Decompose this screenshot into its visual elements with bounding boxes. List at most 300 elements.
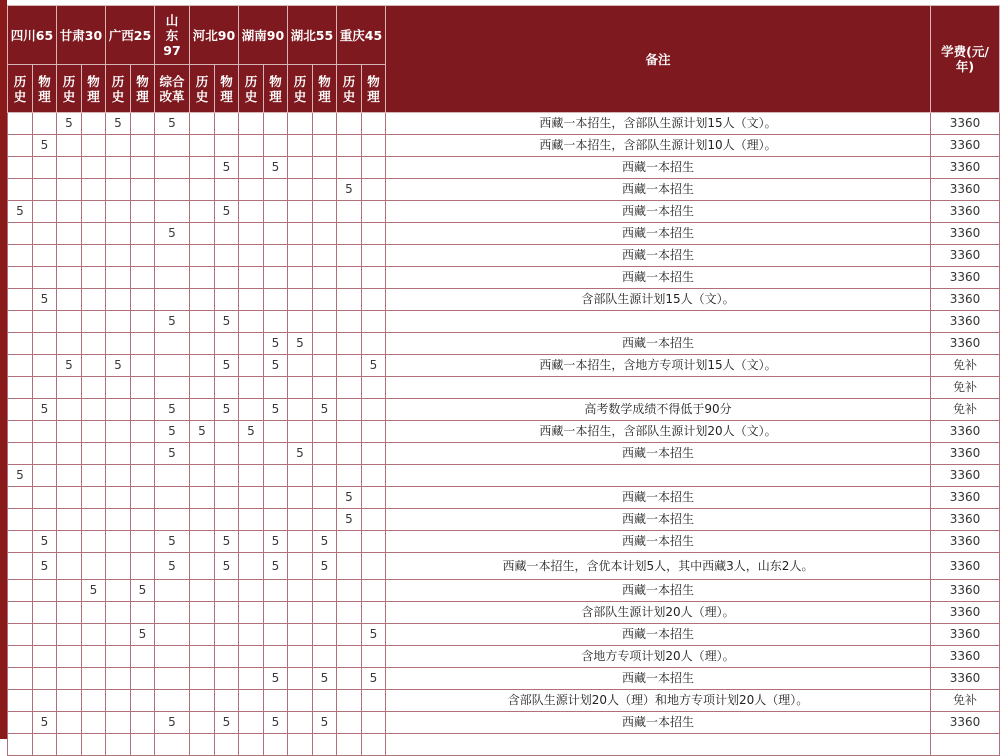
plan-count-cell bbox=[131, 712, 155, 734]
plan-count-cell bbox=[239, 646, 264, 668]
plan-count-cell bbox=[337, 157, 362, 179]
fee-cell: 3360 bbox=[931, 135, 1000, 157]
table-row bbox=[8, 179, 1000, 201]
plan-count-cell bbox=[264, 245, 288, 267]
plan-count-cell bbox=[106, 443, 131, 465]
plan-count-cell bbox=[8, 399, 33, 421]
plan-count-cell bbox=[215, 465, 239, 487]
plan-count-cell bbox=[131, 443, 155, 465]
plan-count-cell bbox=[190, 289, 215, 311]
plan-count-cell bbox=[131, 465, 155, 487]
plan-count-cell bbox=[264, 201, 288, 223]
plan-count-cell bbox=[82, 113, 106, 135]
note-cell bbox=[386, 465, 931, 487]
plan-count-cell bbox=[215, 690, 239, 712]
table-row bbox=[8, 602, 1000, 624]
plan-count-cell bbox=[106, 553, 131, 580]
plan-count-cell bbox=[57, 399, 82, 421]
header-subject: 历史 bbox=[57, 65, 82, 113]
plan-count-cell bbox=[362, 179, 386, 201]
plan-count-cell bbox=[57, 553, 82, 580]
plan-count-cell bbox=[8, 553, 33, 580]
plan-count-cell bbox=[8, 734, 33, 756]
plan-count-cell bbox=[239, 355, 264, 377]
plan-count-cell bbox=[82, 443, 106, 465]
plan-count-cell bbox=[57, 267, 82, 289]
plan-count-cell bbox=[57, 509, 82, 531]
plan-count-cell bbox=[8, 223, 33, 245]
plan-count-cell bbox=[264, 465, 288, 487]
note-cell: 西藏一本招生 bbox=[386, 157, 931, 179]
plan-count-cell bbox=[82, 157, 106, 179]
plan-count-cell bbox=[337, 734, 362, 756]
plan-count-cell bbox=[337, 289, 362, 311]
plan-count-cell bbox=[215, 333, 239, 355]
plan-count-cell bbox=[362, 333, 386, 355]
table-row bbox=[8, 377, 1000, 399]
plan-count-cell: 5 bbox=[57, 355, 82, 377]
plan-count-cell bbox=[82, 712, 106, 734]
plan-count-cell bbox=[190, 245, 215, 267]
plan-count-cell bbox=[82, 531, 106, 553]
plan-count-cell bbox=[288, 487, 313, 509]
plan-count-cell bbox=[190, 443, 215, 465]
plan-count-cell bbox=[131, 201, 155, 223]
plan-count-cell bbox=[288, 311, 313, 333]
plan-count-cell bbox=[106, 509, 131, 531]
table-row bbox=[8, 734, 1000, 756]
plan-count-cell bbox=[190, 267, 215, 289]
fee-cell: 3360 bbox=[931, 113, 1000, 135]
plan-count-cell bbox=[8, 443, 33, 465]
plan-count-cell bbox=[313, 646, 337, 668]
plan-count-cell bbox=[337, 580, 362, 602]
plan-count-cell: 5 bbox=[155, 399, 190, 421]
plan-count-cell bbox=[131, 355, 155, 377]
plan-count-cell bbox=[57, 311, 82, 333]
fee-cell: 3360 bbox=[931, 646, 1000, 668]
header-subject: 历史 bbox=[288, 65, 313, 113]
plan-count-cell bbox=[155, 465, 190, 487]
plan-count-cell bbox=[190, 602, 215, 624]
plan-count-cell bbox=[57, 646, 82, 668]
plan-count-cell bbox=[288, 712, 313, 734]
plan-count-cell bbox=[239, 443, 264, 465]
plan-count-cell bbox=[362, 646, 386, 668]
plan-count-cell bbox=[288, 179, 313, 201]
plan-count-cell bbox=[155, 201, 190, 223]
plan-count-cell bbox=[288, 289, 313, 311]
plan-count-cell bbox=[155, 355, 190, 377]
plan-count-cell: 5 bbox=[264, 157, 288, 179]
plan-count-cell: 5 bbox=[57, 113, 82, 135]
plan-count-cell bbox=[106, 580, 131, 602]
fee-cell: 3360 bbox=[931, 602, 1000, 624]
plan-count-cell bbox=[239, 602, 264, 624]
plan-count-cell bbox=[33, 580, 57, 602]
plan-count-cell bbox=[313, 509, 337, 531]
plan-count-cell bbox=[33, 487, 57, 509]
plan-count-cell bbox=[239, 201, 264, 223]
note-cell: 含部队生源计划15人（文）。 bbox=[386, 289, 931, 311]
fee-cell: 免补 bbox=[931, 377, 1000, 399]
note-cell: 西藏一本招生，含优本计划5人，其中西藏3人，山东2人。 bbox=[386, 553, 931, 580]
plan-count-cell bbox=[337, 201, 362, 223]
plan-count-cell bbox=[190, 113, 215, 135]
plan-count-cell bbox=[239, 289, 264, 311]
fee-cell bbox=[931, 734, 1000, 756]
plan-count-cell bbox=[288, 580, 313, 602]
note-cell: 西藏一本招生 bbox=[386, 201, 931, 223]
table-row bbox=[8, 712, 1000, 734]
plan-count-cell: 5 bbox=[33, 531, 57, 553]
plan-count-cell bbox=[8, 289, 33, 311]
plan-count-cell bbox=[215, 223, 239, 245]
plan-count-cell bbox=[362, 311, 386, 333]
plan-count-cell: 5 bbox=[190, 421, 215, 443]
fee-cell: 3360 bbox=[931, 201, 1000, 223]
plan-count-cell bbox=[264, 443, 288, 465]
header-subject: 历史 bbox=[8, 65, 33, 113]
plan-count-cell bbox=[106, 157, 131, 179]
plan-count-cell bbox=[33, 355, 57, 377]
plan-count-cell bbox=[106, 602, 131, 624]
note-cell: 西藏一本招生 bbox=[386, 531, 931, 553]
header-subject: 历史 bbox=[239, 65, 264, 113]
plan-count-cell bbox=[215, 668, 239, 690]
plan-count-cell bbox=[57, 580, 82, 602]
note-cell: 含地方专项计划20人（理）。 bbox=[386, 646, 931, 668]
plan-count-cell bbox=[155, 646, 190, 668]
plan-count-cell bbox=[362, 712, 386, 734]
plan-count-cell bbox=[264, 377, 288, 399]
note-cell: 西藏一本招生，含部队生源计划15人（文）。 bbox=[386, 113, 931, 135]
plan-count-cell: 5 bbox=[131, 580, 155, 602]
note-cell: 含部队生源计划20人（理）和地方专项计划20人（理）。 bbox=[386, 690, 931, 712]
plan-count-cell bbox=[33, 509, 57, 531]
plan-count-cell bbox=[106, 201, 131, 223]
plan-count-cell bbox=[337, 690, 362, 712]
plan-count-cell bbox=[106, 377, 131, 399]
plan-count-cell bbox=[33, 311, 57, 333]
plan-count-cell bbox=[313, 201, 337, 223]
note-cell: 西藏一本招生 bbox=[386, 267, 931, 289]
fee-cell: 3360 bbox=[931, 487, 1000, 509]
note-cell: 西藏一本招生 bbox=[386, 179, 931, 201]
plan-count-cell bbox=[106, 712, 131, 734]
plan-count-cell bbox=[264, 135, 288, 157]
plan-count-cell bbox=[264, 509, 288, 531]
plan-count-cell: 5 bbox=[33, 135, 57, 157]
plan-count-cell bbox=[8, 646, 33, 668]
header-note: 备注 bbox=[386, 6, 931, 113]
plan-count-cell bbox=[33, 201, 57, 223]
plan-count-cell bbox=[131, 333, 155, 355]
plan-count-cell bbox=[190, 135, 215, 157]
plan-count-cell: 5 bbox=[155, 712, 190, 734]
plan-count-cell: 5 bbox=[337, 487, 362, 509]
plan-count-cell bbox=[57, 487, 82, 509]
plan-count-cell bbox=[337, 377, 362, 399]
plan-count-cell bbox=[155, 624, 190, 646]
table-row bbox=[8, 201, 1000, 223]
plan-count-cell bbox=[57, 690, 82, 712]
left-edge-strip bbox=[0, 0, 7, 739]
header-fee: 学费(元/年) bbox=[931, 6, 1000, 113]
plan-count-cell bbox=[264, 421, 288, 443]
table-row bbox=[8, 443, 1000, 465]
plan-count-cell: 5 bbox=[215, 553, 239, 580]
plan-count-cell bbox=[82, 509, 106, 531]
plan-count-cell bbox=[57, 201, 82, 223]
plan-count-cell bbox=[155, 602, 190, 624]
plan-count-cell bbox=[131, 646, 155, 668]
plan-count-cell bbox=[82, 624, 106, 646]
plan-count-cell bbox=[33, 646, 57, 668]
table-row bbox=[8, 245, 1000, 267]
fee-cell: 3360 bbox=[931, 267, 1000, 289]
plan-count-cell bbox=[33, 157, 57, 179]
header-subject: 物理 bbox=[313, 65, 337, 113]
plan-count-cell bbox=[215, 487, 239, 509]
fee-cell: 3360 bbox=[931, 333, 1000, 355]
plan-count-cell bbox=[239, 465, 264, 487]
plan-count-cell: 5 bbox=[215, 201, 239, 223]
plan-count-cell: 5 bbox=[82, 580, 106, 602]
plan-count-cell bbox=[190, 509, 215, 531]
plan-count-cell bbox=[337, 646, 362, 668]
plan-count-cell: 5 bbox=[106, 355, 131, 377]
table-row bbox=[8, 333, 1000, 355]
plan-count-cell: 5 bbox=[215, 712, 239, 734]
plan-count-cell bbox=[8, 624, 33, 646]
plan-count-cell bbox=[82, 646, 106, 668]
fee-cell: 3360 bbox=[931, 553, 1000, 580]
plan-count-cell bbox=[8, 421, 33, 443]
plan-count-cell bbox=[190, 355, 215, 377]
table-row bbox=[8, 690, 1000, 712]
plan-count-cell bbox=[239, 113, 264, 135]
plan-count-cell: 5 bbox=[155, 531, 190, 553]
plan-count-cell bbox=[239, 311, 264, 333]
plan-count-cell bbox=[239, 553, 264, 580]
plan-count-cell bbox=[313, 377, 337, 399]
plan-count-cell bbox=[288, 201, 313, 223]
plan-count-cell bbox=[288, 113, 313, 135]
plan-count-cell bbox=[106, 179, 131, 201]
plan-count-cell bbox=[288, 646, 313, 668]
plan-count-cell bbox=[190, 157, 215, 179]
plan-count-cell bbox=[264, 223, 288, 245]
plan-count-cell bbox=[8, 580, 33, 602]
plan-count-cell: 5 bbox=[337, 509, 362, 531]
plan-count-cell bbox=[155, 245, 190, 267]
plan-count-cell bbox=[288, 421, 313, 443]
plan-count-cell bbox=[288, 624, 313, 646]
plan-count-cell: 5 bbox=[264, 553, 288, 580]
plan-count-cell bbox=[288, 355, 313, 377]
plan-count-cell bbox=[337, 531, 362, 553]
plan-count-cell bbox=[155, 377, 190, 399]
plan-count-cell: 5 bbox=[264, 399, 288, 421]
plan-count-cell bbox=[313, 179, 337, 201]
plan-count-cell bbox=[313, 113, 337, 135]
plan-count-cell: 5 bbox=[288, 443, 313, 465]
fee-cell: 3360 bbox=[931, 624, 1000, 646]
plan-count-cell bbox=[190, 179, 215, 201]
plan-count-cell bbox=[8, 311, 33, 333]
plan-count-cell bbox=[155, 179, 190, 201]
table-row bbox=[8, 624, 1000, 646]
plan-count-cell bbox=[288, 531, 313, 553]
table-body bbox=[8, 113, 1000, 756]
plan-count-cell: 5 bbox=[215, 531, 239, 553]
plan-count-cell bbox=[239, 135, 264, 157]
fee-cell: 免补 bbox=[931, 690, 1000, 712]
plan-count-cell bbox=[313, 135, 337, 157]
plan-count-cell bbox=[131, 377, 155, 399]
plan-count-cell bbox=[57, 157, 82, 179]
plan-count-cell bbox=[33, 245, 57, 267]
plan-count-cell: 5 bbox=[264, 333, 288, 355]
plan-count-cell bbox=[215, 113, 239, 135]
plan-count-cell bbox=[131, 690, 155, 712]
plan-count-cell bbox=[362, 289, 386, 311]
fee-cell: 3360 bbox=[931, 443, 1000, 465]
plan-count-cell bbox=[288, 509, 313, 531]
note-cell: 西藏一本招生 bbox=[386, 624, 931, 646]
plan-count-cell bbox=[155, 157, 190, 179]
plan-count-cell bbox=[362, 157, 386, 179]
header-subject: 物理 bbox=[131, 65, 155, 113]
header-province: 四川65 bbox=[8, 6, 57, 65]
plan-count-cell bbox=[362, 465, 386, 487]
plan-count-cell bbox=[239, 712, 264, 734]
plan-count-cell: 5 bbox=[155, 421, 190, 443]
plan-count-cell bbox=[8, 135, 33, 157]
plan-count-cell bbox=[190, 580, 215, 602]
plan-count-cell bbox=[131, 509, 155, 531]
plan-count-cell bbox=[82, 179, 106, 201]
table-row bbox=[8, 465, 1000, 487]
plan-count-cell bbox=[33, 668, 57, 690]
note-cell: 西藏一本招生 bbox=[386, 487, 931, 509]
plan-count-cell bbox=[131, 223, 155, 245]
plan-count-cell bbox=[362, 113, 386, 135]
plan-count-cell bbox=[215, 602, 239, 624]
plan-count-cell bbox=[33, 421, 57, 443]
note-cell: 西藏一本招生 bbox=[386, 509, 931, 531]
table-row bbox=[8, 531, 1000, 553]
plan-count-cell bbox=[239, 157, 264, 179]
fee-cell: 3360 bbox=[931, 531, 1000, 553]
table-row bbox=[8, 487, 1000, 509]
plan-count-cell bbox=[131, 553, 155, 580]
plan-count-cell bbox=[190, 734, 215, 756]
plan-count-cell bbox=[106, 135, 131, 157]
header-province: 广西25 bbox=[106, 6, 155, 65]
plan-count-cell bbox=[362, 421, 386, 443]
table-row bbox=[8, 267, 1000, 289]
header-province: 甘肃30 bbox=[57, 6, 106, 65]
plan-count-cell bbox=[131, 602, 155, 624]
note-cell bbox=[386, 734, 931, 756]
plan-count-cell: 5 bbox=[362, 355, 386, 377]
plan-count-cell bbox=[106, 333, 131, 355]
plan-count-cell bbox=[8, 377, 33, 399]
plan-count-cell bbox=[313, 487, 337, 509]
plan-count-cell bbox=[288, 399, 313, 421]
plan-count-cell: 5 bbox=[33, 289, 57, 311]
plan-count-cell bbox=[131, 135, 155, 157]
plan-count-cell bbox=[106, 311, 131, 333]
fee-cell: 3360 bbox=[931, 157, 1000, 179]
plan-count-cell bbox=[57, 624, 82, 646]
table-row bbox=[8, 668, 1000, 690]
plan-count-cell bbox=[337, 465, 362, 487]
plan-count-cell bbox=[82, 245, 106, 267]
header-province: 湖南90 bbox=[239, 6, 288, 65]
plan-count-cell bbox=[239, 690, 264, 712]
plan-count-cell bbox=[362, 399, 386, 421]
fee-cell: 3360 bbox=[931, 311, 1000, 333]
plan-count-cell bbox=[57, 668, 82, 690]
table-header bbox=[8, 6, 1000, 113]
plan-count-cell bbox=[57, 179, 82, 201]
plan-count-cell bbox=[215, 179, 239, 201]
plan-count-cell bbox=[313, 624, 337, 646]
plan-count-cell bbox=[82, 135, 106, 157]
plan-count-cell bbox=[264, 602, 288, 624]
plan-count-cell bbox=[313, 690, 337, 712]
plan-count-cell: 5 bbox=[155, 553, 190, 580]
plan-count-cell bbox=[264, 690, 288, 712]
plan-count-cell bbox=[288, 690, 313, 712]
plan-count-cell: 5 bbox=[106, 113, 131, 135]
fee-cell: 3360 bbox=[931, 465, 1000, 487]
plan-count-cell bbox=[8, 509, 33, 531]
plan-count-cell bbox=[239, 487, 264, 509]
plan-count-cell bbox=[82, 421, 106, 443]
plan-count-cell bbox=[239, 267, 264, 289]
plan-count-cell bbox=[106, 646, 131, 668]
plan-count-cell bbox=[239, 333, 264, 355]
plan-count-cell: 5 bbox=[155, 311, 190, 333]
note-cell: 西藏一本招生，含部队生源计划20人（文）。 bbox=[386, 421, 931, 443]
plan-count-cell bbox=[106, 399, 131, 421]
plan-count-cell bbox=[106, 245, 131, 267]
plan-count-cell bbox=[155, 509, 190, 531]
plan-count-cell bbox=[215, 377, 239, 399]
plan-count-cell bbox=[215, 580, 239, 602]
table-row bbox=[8, 399, 1000, 421]
plan-count-cell bbox=[190, 333, 215, 355]
note-cell: 西藏一本招生 bbox=[386, 333, 931, 355]
plan-count-cell bbox=[190, 201, 215, 223]
plan-count-cell: 5 bbox=[33, 712, 57, 734]
plan-count-cell bbox=[57, 289, 82, 311]
plan-count-cell bbox=[155, 690, 190, 712]
plan-count-cell bbox=[8, 333, 33, 355]
plan-count-cell: 5 bbox=[8, 465, 33, 487]
plan-count-cell bbox=[288, 223, 313, 245]
plan-count-cell bbox=[106, 289, 131, 311]
plan-count-cell bbox=[8, 602, 33, 624]
plan-count-cell bbox=[131, 157, 155, 179]
plan-count-cell bbox=[190, 624, 215, 646]
plan-count-cell bbox=[106, 624, 131, 646]
plan-count-cell bbox=[82, 201, 106, 223]
